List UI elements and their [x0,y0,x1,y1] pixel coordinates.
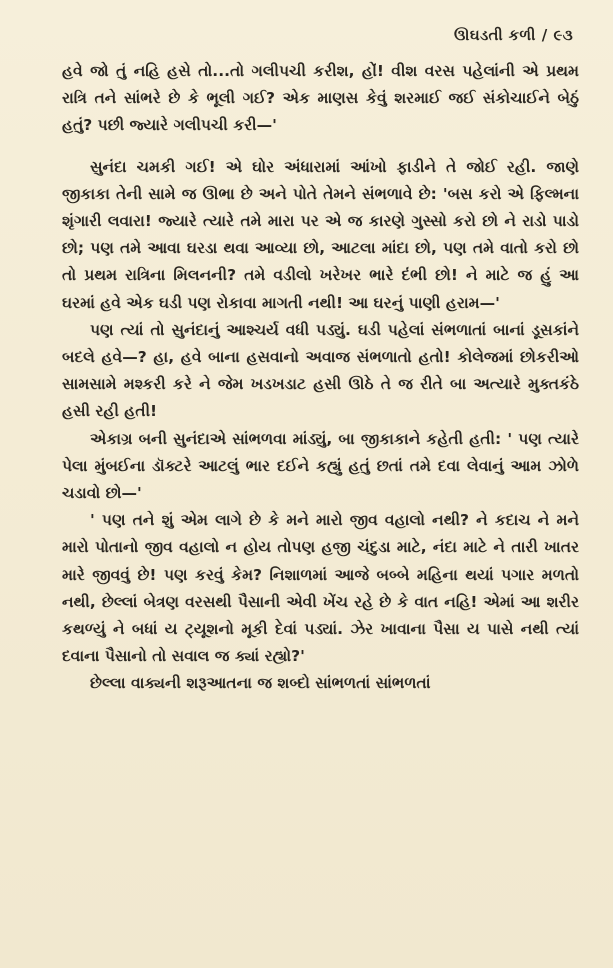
paragraph-2: સુનંદા ચમકી ગઈ! એ ઘોર અંધારામાં આંખો ફાડીને તે જોઈ રહી. જાણે જીકાકા તેની સામે જ ઊભા છે અને પોતે તેમને સંભળાવે છે: 'બસ કરો એ ફિલ્મના શૃંગારી લવારા! જ્યારે ત્યારે તમે મારા પર એ જ કારણે ગુસ્સો કરો છો ને રાડો પાડો છો; પણ તમે આવા ઘરડા થવા આવ્યા છો, આટલા માંદા છો, પણ તમે વાતો કરો છો તો પ્રથમ રાત્રિના મિલનની? તમે વડીલો ખરેખર ભારે દંભી છો! ને માટે જ હું આ ઘરમાં હવે એક ઘડી પણ રોકાવા માગતી નથી! આ ઘરનું પાણી હરામ—' [62,157,579,312]
paragraph-5: ' પણ તને શું એમ લાગે છે કે મને મારો જીવ વહાલો નથી? ને કદાચ ને મને મારો પોતાનો જીવ વહાલો ન હોય તોપણ હજી ચંદુડા માટે, નંદા માટે ને તારી ખાતર મારે જીવવું છે! પણ કરવું કેમ? નિશાળમાં આજે બબ્બે મહિના થયાં પગાર મળતો નથી, છેલ્લાં બેત્રણ વરસથી પૈસાની એવી ખેંચ રહે છે કે વાત નહિ! એમાં આ શરીર કથળ્યું ને બધાં ય ટ્યૂશનો મૂકી દેવાં પડ્યાં. ઝેર ખાવાના પૈસા ય પાસે નથી ત્યાં દવાના પૈસાનો તો સવાલ જ ક્યાં રહ્યો?' [62,511,579,666]
running-title: ઊઘડતી કળી [454,26,536,44]
paragraph-6: છેલ્લા વાક્યની શરૂઆતના જ શબ્દો સાંભળતાં સાંભળતાં [90,674,431,693]
paragraph-1: હવે જો તું નહિ હસે તો...તો ગલીપચી કરીશ, હોં! વીશ વરસ પહેલાંની એ પ્રથમ રાત્રિ તને સાંભરે છે કે ભૂલી ગઈ? એક માણસ કેવું શરમાઈ જઈ સંકોચાઈને બેઠું હતું? પછી જ્યારે ગલીપચી કરી—' [62,62,579,135]
paragraph-3: પણ ત્યાં તો સુનંદાનું આશ્ચર્ય વધી પડ્યું. ઘડી પહેલાં સંભળાતાં બાનાં ડૂસકાંને બદલે હવે—? હા, હવે બાના હસવાનો અવાજ સંભળાતો હતો! કોલેજમાં છોકરીઓ સામસામે મશ્કરી કરે ને જેમ ખડખડાટ હસી ઊઠે તે જ રીતે બા અત્યારે મુક્તકંઠે હસી રહી હતી! [62,320,579,421]
page-number: ૯૩ [553,26,573,44]
paragraph-4: એકાગ્ર બની સુનંદાએ સાંભળવા માંડ્યું, બા જીકાકાને કહેતી હતી: ' પણ ત્યારે પેલા મુંબઈના ડૉક્ટરે આટલું ભાર દઈને કહ્યું હતું છતાં તમે દવા લેવાનું આમ ઝોળે ચડાવો છો—' [62,429,579,503]
running-head-separator: / [541,26,548,44]
page-body [62,58,579,698]
running-head [454,26,573,44]
